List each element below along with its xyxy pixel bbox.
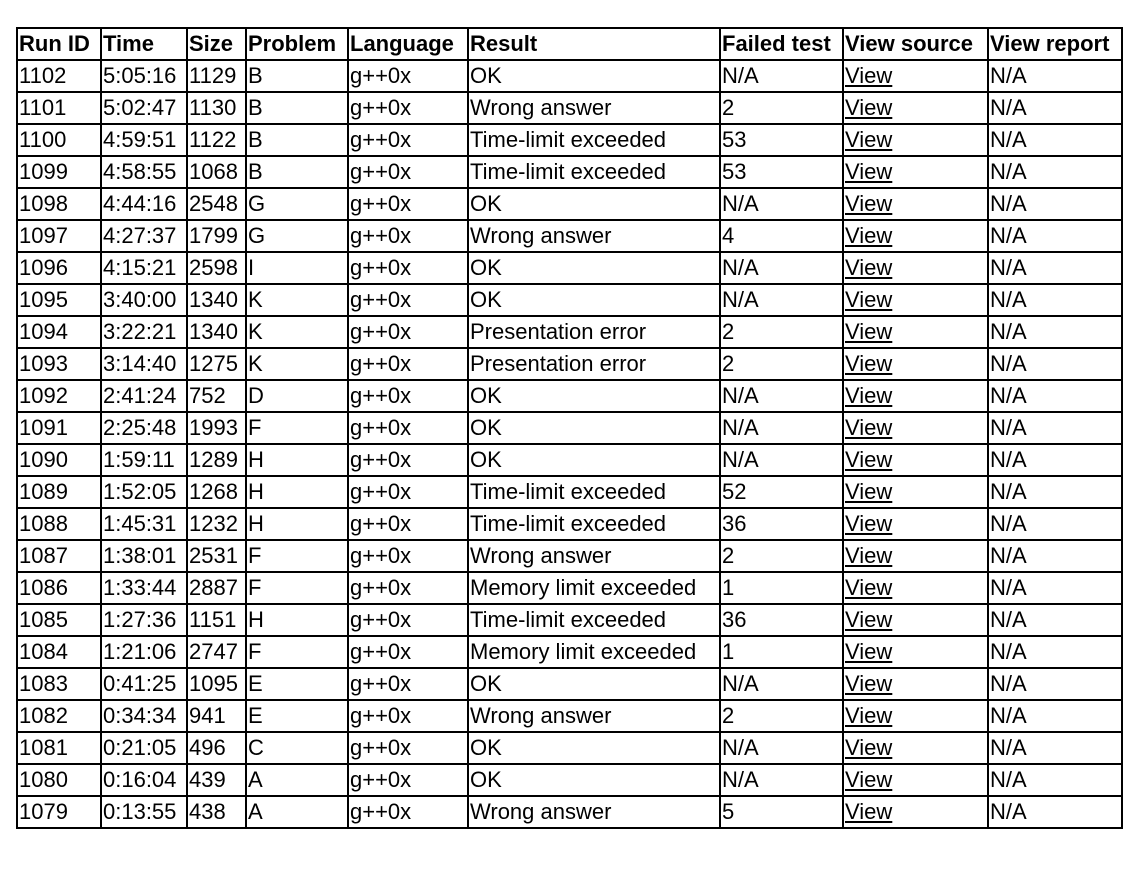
cell-size: 496 <box>187 732 246 764</box>
cell-view-report: N/A <box>988 764 1122 796</box>
cell-failed-test: 2 <box>720 92 843 124</box>
table-row <box>17 476 1122 508</box>
cell-view-source <box>843 540 988 572</box>
cell-result: OK <box>468 188 720 220</box>
cell-size: 1130 <box>187 92 246 124</box>
cell-time: 3:40:00 <box>101 284 187 316</box>
table-row <box>17 444 1122 476</box>
cell-language: g++0x <box>348 444 468 476</box>
cell-view-report: N/A <box>988 700 1122 732</box>
table-row <box>17 412 1122 444</box>
table-row <box>17 700 1122 732</box>
cell-size: 752 <box>187 380 246 412</box>
cell-language: g++0x <box>348 732 468 764</box>
cell-result: Time-limit exceeded <box>468 156 720 188</box>
cell-view-report: N/A <box>988 252 1122 284</box>
cell-failed-test: 36 <box>720 508 843 540</box>
cell-problem: E <box>246 668 348 700</box>
cell-result: Wrong answer <box>468 796 720 828</box>
cell-failed-test: 2 <box>720 540 843 572</box>
cell-problem: H <box>246 476 348 508</box>
cell-size: 438 <box>187 796 246 828</box>
cell-time: 4:59:51 <box>101 124 187 156</box>
cell-view-source <box>843 156 988 188</box>
cell-size: 1340 <box>187 316 246 348</box>
cell-time: 3:14:40 <box>101 348 187 380</box>
cell-size: 2531 <box>187 540 246 572</box>
table-row <box>17 796 1122 828</box>
cell-run-id: 1096 <box>17 252 101 284</box>
cell-failed-test: N/A <box>720 668 843 700</box>
cell-language: g++0x <box>348 284 468 316</box>
cell-language: g++0x <box>348 92 468 124</box>
table-row <box>17 540 1122 572</box>
cell-time: 1:27:36 <box>101 604 187 636</box>
cell-result: OK <box>468 252 720 284</box>
cell-time: 5:05:16 <box>101 60 187 92</box>
cell-language: g++0x <box>348 348 468 380</box>
cell-time: 5:02:47 <box>101 92 187 124</box>
view-source-link[interactable]: View <box>845 607 893 632</box>
cell-run-id: 1082 <box>17 700 101 732</box>
cell-run-id: 1087 <box>17 540 101 572</box>
cell-view-source <box>843 316 988 348</box>
cell-result: OK <box>468 444 720 476</box>
table-row <box>17 348 1122 380</box>
cell-problem: B <box>246 156 348 188</box>
cell-result: Time-limit exceeded <box>468 124 720 156</box>
cell-run-id: 1095 <box>17 284 101 316</box>
cell-view-source <box>843 220 988 252</box>
cell-view-report: N/A <box>988 284 1122 316</box>
table-row <box>17 508 1122 540</box>
runs-table-body <box>17 60 1122 828</box>
cell-run-id: 1086 <box>17 572 101 604</box>
cell-time: 2:41:24 <box>101 380 187 412</box>
cell-failed-test: N/A <box>720 764 843 796</box>
header-language: Language <box>348 28 468 60</box>
cell-failed-test: N/A <box>720 412 843 444</box>
cell-time: 1:52:05 <box>101 476 187 508</box>
cell-view-report: N/A <box>988 348 1122 380</box>
cell-run-id: 1088 <box>17 508 101 540</box>
cell-language: g++0x <box>348 412 468 444</box>
view-source-link[interactable]: View <box>845 767 893 792</box>
table-row <box>17 188 1122 220</box>
cell-view-report: N/A <box>988 732 1122 764</box>
cell-failed-test: N/A <box>720 732 843 764</box>
cell-view-report: N/A <box>988 156 1122 188</box>
cell-time: 1:38:01 <box>101 540 187 572</box>
view-source-link[interactable]: View <box>845 703 893 728</box>
cell-result: Wrong answer <box>468 220 720 252</box>
cell-run-id: 1093 <box>17 348 101 380</box>
view-source-link[interactable]: View <box>845 543 893 568</box>
view-source-link[interactable]: View <box>845 127 893 152</box>
cell-run-id: 1099 <box>17 156 101 188</box>
table-row <box>17 92 1122 124</box>
cell-failed-test: 1 <box>720 572 843 604</box>
view-source-link[interactable]: View <box>845 223 893 248</box>
cell-time: 2:25:48 <box>101 412 187 444</box>
cell-language: g++0x <box>348 124 468 156</box>
cell-time: 3:22:21 <box>101 316 187 348</box>
cell-run-id: 1092 <box>17 380 101 412</box>
cell-time: 0:21:05 <box>101 732 187 764</box>
cell-problem: G <box>246 220 348 252</box>
cell-language: g++0x <box>348 380 468 412</box>
header-view-report: View report <box>988 28 1122 60</box>
cell-view-source <box>843 636 988 668</box>
table-row <box>17 764 1122 796</box>
cell-size: 2598 <box>187 252 246 284</box>
cell-run-id: 1083 <box>17 668 101 700</box>
view-source-link[interactable]: View <box>845 511 893 536</box>
cell-view-source <box>843 412 988 444</box>
cell-view-report: N/A <box>988 668 1122 700</box>
cell-view-source <box>843 60 988 92</box>
header-view-source: View source <box>843 28 988 60</box>
cell-language: g++0x <box>348 668 468 700</box>
cell-run-id: 1098 <box>17 188 101 220</box>
view-source-link[interactable]: View <box>845 447 893 472</box>
cell-time: 0:16:04 <box>101 764 187 796</box>
cell-language: g++0x <box>348 636 468 668</box>
cell-view-source <box>843 284 988 316</box>
table-row <box>17 668 1122 700</box>
cell-view-report: N/A <box>988 124 1122 156</box>
cell-time: 1:21:06 <box>101 636 187 668</box>
cell-problem: K <box>246 284 348 316</box>
cell-view-report: N/A <box>988 412 1122 444</box>
cell-view-source <box>843 668 988 700</box>
cell-result: OK <box>468 284 720 316</box>
cell-view-report: N/A <box>988 444 1122 476</box>
cell-view-source <box>843 348 988 380</box>
cell-size: 1068 <box>187 156 246 188</box>
cell-result: Time-limit exceeded <box>468 604 720 636</box>
cell-view-source <box>843 444 988 476</box>
cell-problem: F <box>246 412 348 444</box>
cell-problem: K <box>246 316 348 348</box>
cell-run-id: 1084 <box>17 636 101 668</box>
cell-size: 1799 <box>187 220 246 252</box>
cell-failed-test: N/A <box>720 380 843 412</box>
cell-run-id: 1101 <box>17 92 101 124</box>
cell-time: 4:58:55 <box>101 156 187 188</box>
view-source-link[interactable]: View <box>845 383 893 408</box>
cell-run-id: 1081 <box>17 732 101 764</box>
view-source-link[interactable]: View <box>845 671 893 696</box>
cell-view-source <box>843 124 988 156</box>
cell-view-report: N/A <box>988 604 1122 636</box>
cell-result: Wrong answer <box>468 540 720 572</box>
cell-result: OK <box>468 380 720 412</box>
cell-run-id: 1091 <box>17 412 101 444</box>
cell-problem: F <box>246 572 348 604</box>
table-header-row <box>17 28 1122 60</box>
cell-view-source <box>843 764 988 796</box>
header-run-id: Run ID <box>17 28 101 60</box>
cell-time: 4:27:37 <box>101 220 187 252</box>
header-result: Result <box>468 28 720 60</box>
cell-language: g++0x <box>348 540 468 572</box>
cell-result: Memory limit exceeded <box>468 636 720 668</box>
cell-result: Time-limit exceeded <box>468 508 720 540</box>
view-source-link[interactable]: View <box>845 415 893 440</box>
cell-language: g++0x <box>348 604 468 636</box>
cell-time: 0:13:55 <box>101 796 187 828</box>
cell-view-report: N/A <box>988 92 1122 124</box>
cell-size: 941 <box>187 700 246 732</box>
cell-view-report: N/A <box>988 476 1122 508</box>
cell-failed-test: 53 <box>720 156 843 188</box>
cell-view-report: N/A <box>988 796 1122 828</box>
table-row <box>17 124 1122 156</box>
cell-result: OK <box>468 764 720 796</box>
cell-run-id: 1080 <box>17 764 101 796</box>
cell-size: 1095 <box>187 668 246 700</box>
cell-problem: B <box>246 60 348 92</box>
cell-view-source <box>843 796 988 828</box>
cell-failed-test: N/A <box>720 60 843 92</box>
view-source-link[interactable]: View <box>845 255 893 280</box>
cell-view-source <box>843 380 988 412</box>
cell-size: 1993 <box>187 412 246 444</box>
view-source-link[interactable]: View <box>845 95 893 120</box>
cell-language: g++0x <box>348 764 468 796</box>
cell-problem: B <box>246 124 348 156</box>
cell-result: OK <box>468 668 720 700</box>
cell-language: g++0x <box>348 156 468 188</box>
table-row <box>17 252 1122 284</box>
cell-run-id: 1085 <box>17 604 101 636</box>
cell-failed-test: 36 <box>720 604 843 636</box>
cell-run-id: 1100 <box>17 124 101 156</box>
cell-view-source <box>843 700 988 732</box>
cell-view-report: N/A <box>988 60 1122 92</box>
cell-failed-test: N/A <box>720 252 843 284</box>
cell-size: 1151 <box>187 604 246 636</box>
cell-result: Wrong answer <box>468 700 720 732</box>
cell-language: g++0x <box>348 316 468 348</box>
header-failed-test: Failed test <box>720 28 843 60</box>
cell-time: 1:33:44 <box>101 572 187 604</box>
table-row <box>17 316 1122 348</box>
cell-view-report: N/A <box>988 380 1122 412</box>
cell-failed-test: 2 <box>720 316 843 348</box>
cell-view-report: N/A <box>988 188 1122 220</box>
cell-view-report: N/A <box>988 572 1122 604</box>
header-problem: Problem <box>246 28 348 60</box>
cell-size: 1129 <box>187 60 246 92</box>
cell-size: 2887 <box>187 572 246 604</box>
cell-language: g++0x <box>348 796 468 828</box>
view-source-link[interactable]: View <box>845 319 893 344</box>
header-time: Time <box>101 28 187 60</box>
cell-time: 0:34:34 <box>101 700 187 732</box>
view-source-link[interactable]: View <box>845 479 893 504</box>
cell-size: 1289 <box>187 444 246 476</box>
cell-failed-test: 53 <box>720 124 843 156</box>
cell-language: g++0x <box>348 60 468 92</box>
cell-size: 1232 <box>187 508 246 540</box>
cell-size: 1340 <box>187 284 246 316</box>
cell-time: 1:59:11 <box>101 444 187 476</box>
cell-view-source <box>843 92 988 124</box>
cell-time: 0:41:25 <box>101 668 187 700</box>
cell-result: Time-limit exceeded <box>468 476 720 508</box>
view-source-link[interactable]: View <box>845 351 893 376</box>
cell-run-id: 1090 <box>17 444 101 476</box>
cell-language: g++0x <box>348 508 468 540</box>
cell-problem: D <box>246 380 348 412</box>
cell-time: 4:44:16 <box>101 188 187 220</box>
cell-language: g++0x <box>348 252 468 284</box>
cell-view-report: N/A <box>988 636 1122 668</box>
cell-size: 1275 <box>187 348 246 380</box>
table-row <box>17 220 1122 252</box>
view-source-link[interactable]: View <box>845 575 893 600</box>
cell-size: 1122 <box>187 124 246 156</box>
cell-language: g++0x <box>348 700 468 732</box>
cell-problem: K <box>246 348 348 380</box>
cell-problem: I <box>246 252 348 284</box>
cell-result: Memory limit exceeded <box>468 572 720 604</box>
cell-problem: C <box>246 732 348 764</box>
cell-problem: F <box>246 540 348 572</box>
cell-failed-test: N/A <box>720 284 843 316</box>
cell-size: 439 <box>187 764 246 796</box>
cell-size: 2747 <box>187 636 246 668</box>
table-row <box>17 732 1122 764</box>
cell-language: g++0x <box>348 476 468 508</box>
table-row <box>17 380 1122 412</box>
header-size: Size <box>187 28 246 60</box>
cell-view-report: N/A <box>988 540 1122 572</box>
cell-view-source <box>843 508 988 540</box>
cell-view-report: N/A <box>988 316 1122 348</box>
cell-result: Presentation error <box>468 316 720 348</box>
cell-view-source <box>843 604 988 636</box>
cell-failed-test: 2 <box>720 348 843 380</box>
cell-language: g++0x <box>348 220 468 252</box>
view-source-link[interactable]: View <box>845 287 893 312</box>
table-row <box>17 604 1122 636</box>
cell-failed-test: 2 <box>720 700 843 732</box>
table-row <box>17 156 1122 188</box>
cell-result: OK <box>468 60 720 92</box>
cell-run-id: 1089 <box>17 476 101 508</box>
cell-problem: G <box>246 188 348 220</box>
cell-time: 1:45:31 <box>101 508 187 540</box>
cell-failed-test: 52 <box>720 476 843 508</box>
cell-run-id: 1097 <box>17 220 101 252</box>
table-row <box>17 572 1122 604</box>
cell-view-source <box>843 188 988 220</box>
runs-table <box>16 27 1123 829</box>
view-source-link[interactable]: View <box>845 191 893 216</box>
cell-result: Presentation error <box>468 348 720 380</box>
cell-language: g++0x <box>348 572 468 604</box>
cell-view-source <box>843 476 988 508</box>
view-source-link[interactable]: View <box>845 799 893 824</box>
cell-time: 4:15:21 <box>101 252 187 284</box>
cell-view-source <box>843 572 988 604</box>
cell-problem: H <box>246 444 348 476</box>
cell-failed-test: N/A <box>720 444 843 476</box>
cell-problem: A <box>246 796 348 828</box>
cell-problem: A <box>246 764 348 796</box>
table-row <box>17 284 1122 316</box>
cell-problem: E <box>246 700 348 732</box>
cell-problem: F <box>246 636 348 668</box>
cell-size: 2548 <box>187 188 246 220</box>
cell-problem: H <box>246 604 348 636</box>
cell-view-report: N/A <box>988 508 1122 540</box>
cell-failed-test: 5 <box>720 796 843 828</box>
view-source-link[interactable]: View <box>845 735 893 760</box>
cell-size: 1268 <box>187 476 246 508</box>
cell-view-report: N/A <box>988 220 1122 252</box>
cell-result: Wrong answer <box>468 92 720 124</box>
cell-failed-test: N/A <box>720 188 843 220</box>
cell-result: OK <box>468 732 720 764</box>
view-source-link[interactable]: View <box>845 159 893 184</box>
cell-view-source <box>843 252 988 284</box>
cell-run-id: 1079 <box>17 796 101 828</box>
cell-problem: H <box>246 508 348 540</box>
table-row <box>17 60 1122 92</box>
runs-table-container <box>16 27 1123 829</box>
cell-failed-test: 4 <box>720 220 843 252</box>
cell-failed-test: 1 <box>720 636 843 668</box>
cell-language: g++0x <box>348 188 468 220</box>
cell-result: OK <box>468 412 720 444</box>
cell-view-source <box>843 732 988 764</box>
table-row <box>17 636 1122 668</box>
view-source-link[interactable]: View <box>845 63 893 88</box>
cell-run-id: 1102 <box>17 60 101 92</box>
cell-problem: B <box>246 92 348 124</box>
view-source-link[interactable]: View <box>845 639 893 664</box>
cell-run-id: 1094 <box>17 316 101 348</box>
